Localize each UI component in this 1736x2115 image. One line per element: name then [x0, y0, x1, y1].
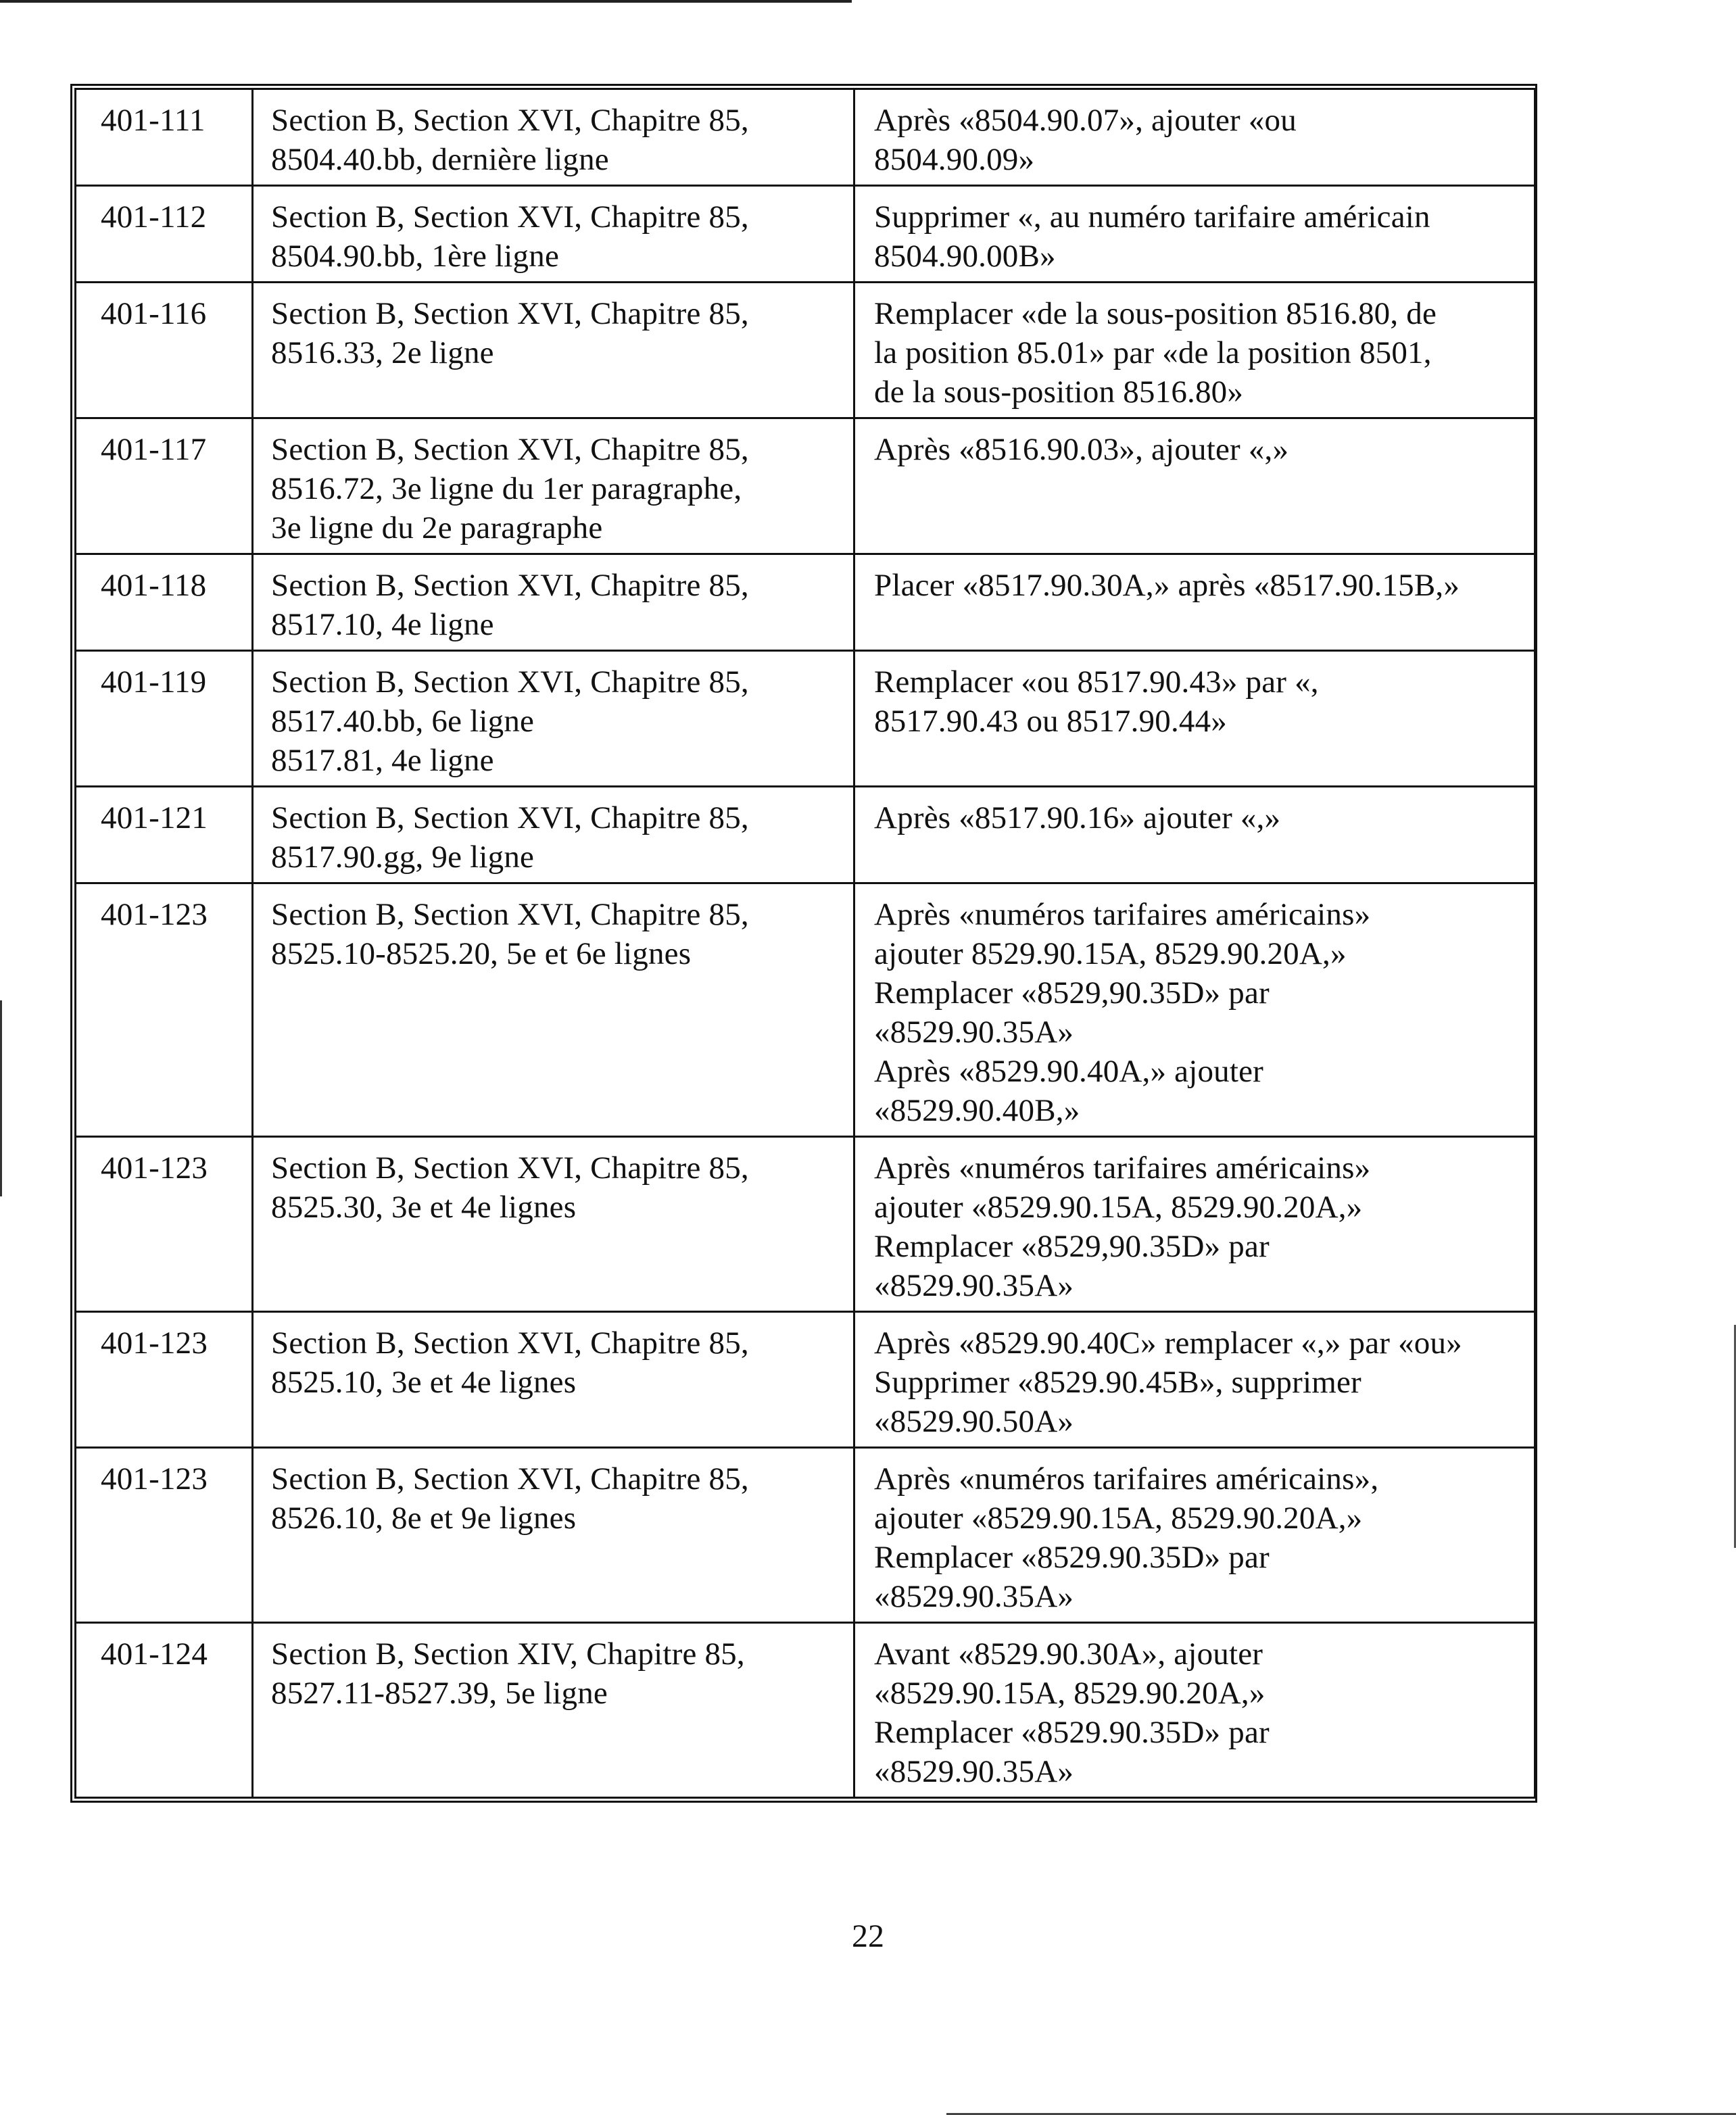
table-row [76, 283, 1535, 418]
row-location: Section B, Section XVI, Chapitre 85, 8525.30, 3e et 4e lignes [253, 1137, 854, 1312]
table-row [76, 1137, 1535, 1312]
row-code: 401-123 [76, 1312, 253, 1448]
row-location: Section B, Section XVI, Chapitre 85, 8504.40.bb, dernière ligne [253, 89, 854, 186]
row-code: 401-123 [76, 1448, 253, 1623]
row-location: Section B, Section XVI, Chapitre 85, 8525.10-8525.20, 5e et 6e lignes [253, 883, 854, 1137]
row-code: 401-123 [76, 1137, 253, 1312]
table-row [76, 89, 1535, 186]
row-change: Remplacer «de la sous-position 8516.80, de la position 85.01» par «de la position 8501, de la sous-position 8516.80» [854, 283, 1535, 418]
row-code: 401-111 [76, 89, 253, 186]
table-row [76, 554, 1535, 651]
row-location: Section B, Section XVI, Chapitre 85, 8504.90.bb, 1ère ligne [253, 186, 854, 283]
table-row [76, 1448, 1535, 1623]
row-location: Section B, Section XVI, Chapitre 85, 8517.40.bb, 6e ligne 8517.81, 4e ligne [253, 651, 854, 787]
row-change: Après «numéros tarifaires américains», ajouter «8529.90.15A, 8529.90.20A,» Remplacer «8529.90.35D» par «8529.90.35A» [854, 1448, 1535, 1623]
row-change: Après «8504.90.07», ajouter «ou 8504.90.09» [854, 89, 1535, 186]
page-number: 22 [852, 1918, 884, 1954]
table-row [76, 1623, 1535, 1798]
table-row [76, 883, 1535, 1137]
amendments-table-frame [70, 84, 1537, 1803]
row-change: Après «8517.90.16» ajouter «,» [854, 787, 1535, 883]
row-location: Section B, Section XVI, Chapitre 85, 8516.33, 2e ligne [253, 283, 854, 418]
row-change: Supprimer «, au numéro tarifaire américain 8504.90.00B» [854, 186, 1535, 283]
row-location: Section B, Section XVI, Chapitre 85, 8517.10, 4e ligne [253, 554, 854, 651]
row-code: 401-116 [76, 283, 253, 418]
row-change: Après «8529.90.40C» remplacer «,» par «ou» Supprimer «8529.90.45B», supprimer «8529.90.50A» [854, 1312, 1535, 1448]
row-location: Section B, Section XVI, Chapitre 85, 8526.10, 8e et 9e lignes [253, 1448, 854, 1623]
row-location: Section B, Section XVI, Chapitre 85, 8517.90.gg, 9e ligne [253, 787, 854, 883]
row-change: Après «numéros tarifaires américains» ajouter «8529.90.15A, 8529.90.20A,» Remplacer «8529,90.35D» par «8529.90.35A» [854, 1137, 1535, 1312]
table-row [76, 787, 1535, 883]
scan-edge-line [0, 0, 852, 3]
row-location: Section B, Section XIV, Chapitre 85, 8527.11-8527.39, 5e ligne [253, 1623, 854, 1798]
row-code: 401-124 [76, 1623, 253, 1798]
table-row [76, 418, 1535, 554]
row-change: Placer «8517.90.30A,» après «8517.90.15B,» [854, 554, 1535, 651]
scan-edge-mark [0, 1000, 2, 1196]
row-change: Avant «8529.90.30A», ajouter «8529.90.15A, 8529.90.20A,» Remplacer «8529.90.35D» par «8529.90.35A» [854, 1623, 1535, 1798]
row-change: Après «numéros tarifaires américains» ajouter 8529.90.15A, 8529.90.20A,» Remplacer «8529,90.35D» par «8529.90.35A» Après «8529.90.40A,» ajouter «8529.90.40B,» [854, 883, 1535, 1137]
amendments-table [74, 88, 1536, 1799]
row-location: Section B, Section XVI, Chapitre 85, 8516.72, 3e ligne du 1er paragraphe, 3e ligne du 2e paragraphe [253, 418, 854, 554]
row-code: 401-119 [76, 651, 253, 787]
row-change: Remplacer «ou 8517.90.43» par «, 8517.90.43 ou 8517.90.44» [854, 651, 1535, 787]
row-code: 401-112 [76, 186, 253, 283]
row-code: 401-121 [76, 787, 253, 883]
row-code: 401-118 [76, 554, 253, 651]
table-row [76, 651, 1535, 787]
table-row [76, 1312, 1535, 1448]
table-row [76, 186, 1535, 283]
row-change: Après «8516.90.03», ajouter «,» [854, 418, 1535, 554]
row-code: 401-117 [76, 418, 253, 554]
row-code: 401-123 [76, 883, 253, 1137]
row-location: Section B, Section XVI, Chapitre 85, 8525.10, 3e et 4e lignes [253, 1312, 854, 1448]
